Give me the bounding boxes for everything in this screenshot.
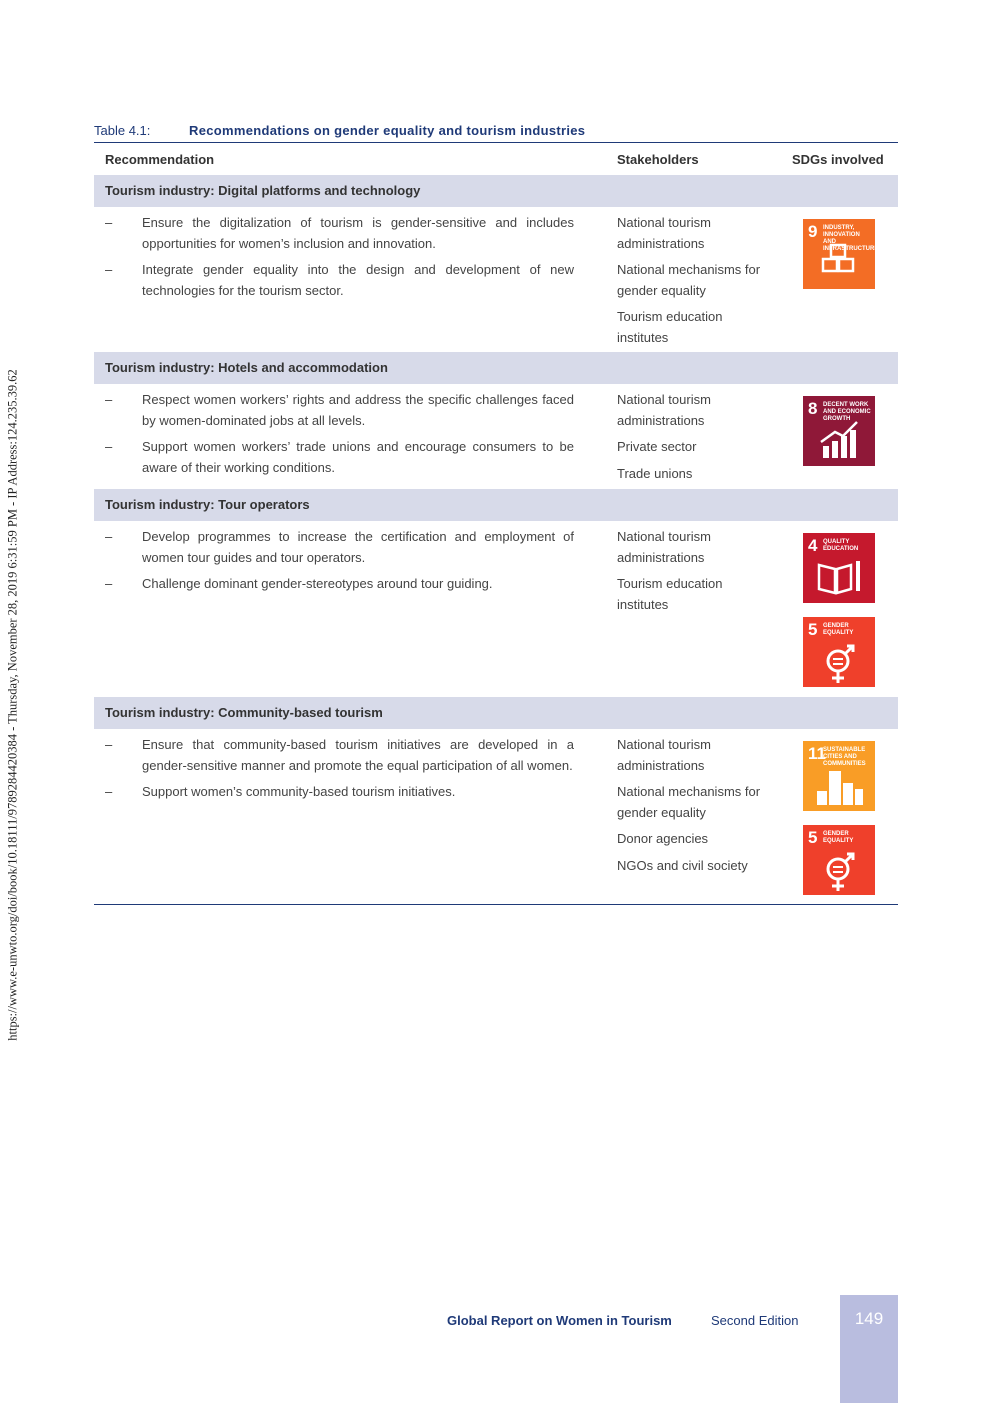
sdg-4-badge (803, 533, 875, 603)
stakeholder-list (617, 213, 777, 354)
recommendation-list (94, 735, 574, 809)
download-stamp-text: https://www.e-unwto.org/doi/book/10.18111/9789284420384 - Thursday, November 28, 2019 6:31:59 PM - IP Address:124.235.39.62 (5, 369, 20, 1041)
section-body (94, 729, 898, 905)
stakeholder-item: National mechanisms for gender equality (617, 784, 761, 820)
section-heading-text: Tourism industry: Digital platforms and technology (105, 183, 421, 198)
recommendation-list (94, 527, 574, 601)
stakeholder-list (617, 390, 777, 490)
stakeholder-item: NGOs and civil society (617, 857, 748, 873)
column-header-sdgs: SDGs involved (792, 152, 884, 167)
recommendation-list (94, 390, 574, 484)
stakeholder-item: Trade unions (617, 465, 693, 481)
section-heading-text: Tourism industry: Hotels and accommodation (105, 360, 388, 375)
sdg-list (803, 741, 877, 909)
page-number: 149 (854, 1309, 884, 1328)
footer-edition: Second Edition (711, 1313, 799, 1328)
sdg-11-badge (803, 741, 875, 811)
column-header-recommendation: Recommendation (105, 152, 215, 167)
section-heading-text: Tourism industry: Tour operators (105, 497, 310, 512)
table-label: Table 4.1: (94, 123, 151, 138)
list-item: – Ensure that community-based tourism initiatives are developed in a gender-sensitive manner and promote the equal participation of all women. (105, 737, 574, 773)
sdg-number: 9 (808, 222, 818, 241)
stakeholder-item: Tourism education institutes (617, 309, 723, 345)
list-item: – Challenge dominant gender-stereotypes around tour guiding. (105, 576, 493, 591)
page-number-box (840, 1295, 898, 1403)
stakeholder-item: National mechanisms for gender equality (617, 262, 761, 298)
section-heading-text: Tourism industry: Community-based tourism (105, 705, 383, 720)
table-caption (94, 123, 898, 141)
sdg-label: GENDER EQUALITY (823, 831, 854, 844)
table-bottom-rule (94, 904, 898, 905)
stakeholder-item: National tourism administrations (617, 392, 711, 428)
stakeholder-item: Tourism education institutes (617, 576, 723, 612)
sdg-number: 5 (808, 828, 818, 847)
sdg-label: DECENT WORK AND ECONOMIC GROWTH (823, 402, 871, 422)
stakeholder-item: Donor agencies (617, 831, 709, 846)
section-body (94, 384, 898, 489)
sdg-number: 8 (808, 399, 818, 418)
section-heading (94, 352, 898, 384)
list-item: – Support women’s community-based tourism initiatives. (105, 784, 456, 799)
section-body (94, 521, 898, 697)
recommendations-table (94, 142, 898, 905)
sdg-label: INDUSTRY, INNOVATION AND INFRASTRUCTURE (823, 225, 879, 252)
sdg-5-badge (803, 617, 875, 687)
stakeholder-item: Private sector (617, 439, 697, 454)
sdg-9-badge (803, 219, 879, 289)
sdg-label: QUALITY EDUCATION (823, 539, 859, 552)
section-body (94, 207, 898, 352)
sdg-label: GENDER EQUALITY (823, 623, 854, 636)
section-heading (94, 175, 898, 207)
section-heading (94, 489, 898, 521)
sdg-list (803, 396, 877, 480)
sdg-8-badge (803, 396, 875, 466)
list-item: – Support women workers’ trade unions and encourage consumers to be aware of their working conditions. (105, 439, 574, 475)
sdg-5-badge (803, 825, 875, 895)
sdg-number: 11 (808, 744, 826, 763)
section-heading (94, 697, 898, 729)
sdg-label: SUSTAINABLE CITIES AND COMMUNITIES (823, 747, 866, 767)
stakeholder-item: National tourism administrations (617, 215, 711, 251)
sdg-number: 5 (808, 620, 818, 639)
list-item: – Develop programmes to increase the certification and employment of women tour guides and tour operators. (105, 529, 574, 565)
table-title: Recommendations on gender equality and tourism industries (189, 123, 586, 138)
stakeholder-list (617, 527, 777, 621)
stakeholder-item: National tourism administrations (617, 737, 711, 773)
sdg-list (803, 219, 877, 303)
recommendation-list (94, 213, 574, 307)
list-item: – Respect women workers’ rights and address the specific challenges faced by women-dominated jobs at all levels. (105, 392, 574, 428)
list-item: – Ensure the digitalization of tourism is gender-sensitive and includes opportunities for women’s inclusion and innovation. (105, 215, 574, 251)
column-header-stakeholders: Stakeholders (617, 152, 699, 167)
stakeholder-list (617, 735, 777, 882)
sdg-list (803, 533, 877, 701)
stakeholder-item: National tourism administrations (617, 529, 711, 565)
list-item: – Integrate gender equality into the design and development of new technologies for the tourism sector. (105, 262, 574, 298)
download-stamp (0, 340, 26, 1070)
table-header-row (94, 143, 898, 175)
sdg-number: 4 (808, 536, 818, 555)
footer-report-title: Global Report on Women in Tourism (447, 1313, 672, 1328)
